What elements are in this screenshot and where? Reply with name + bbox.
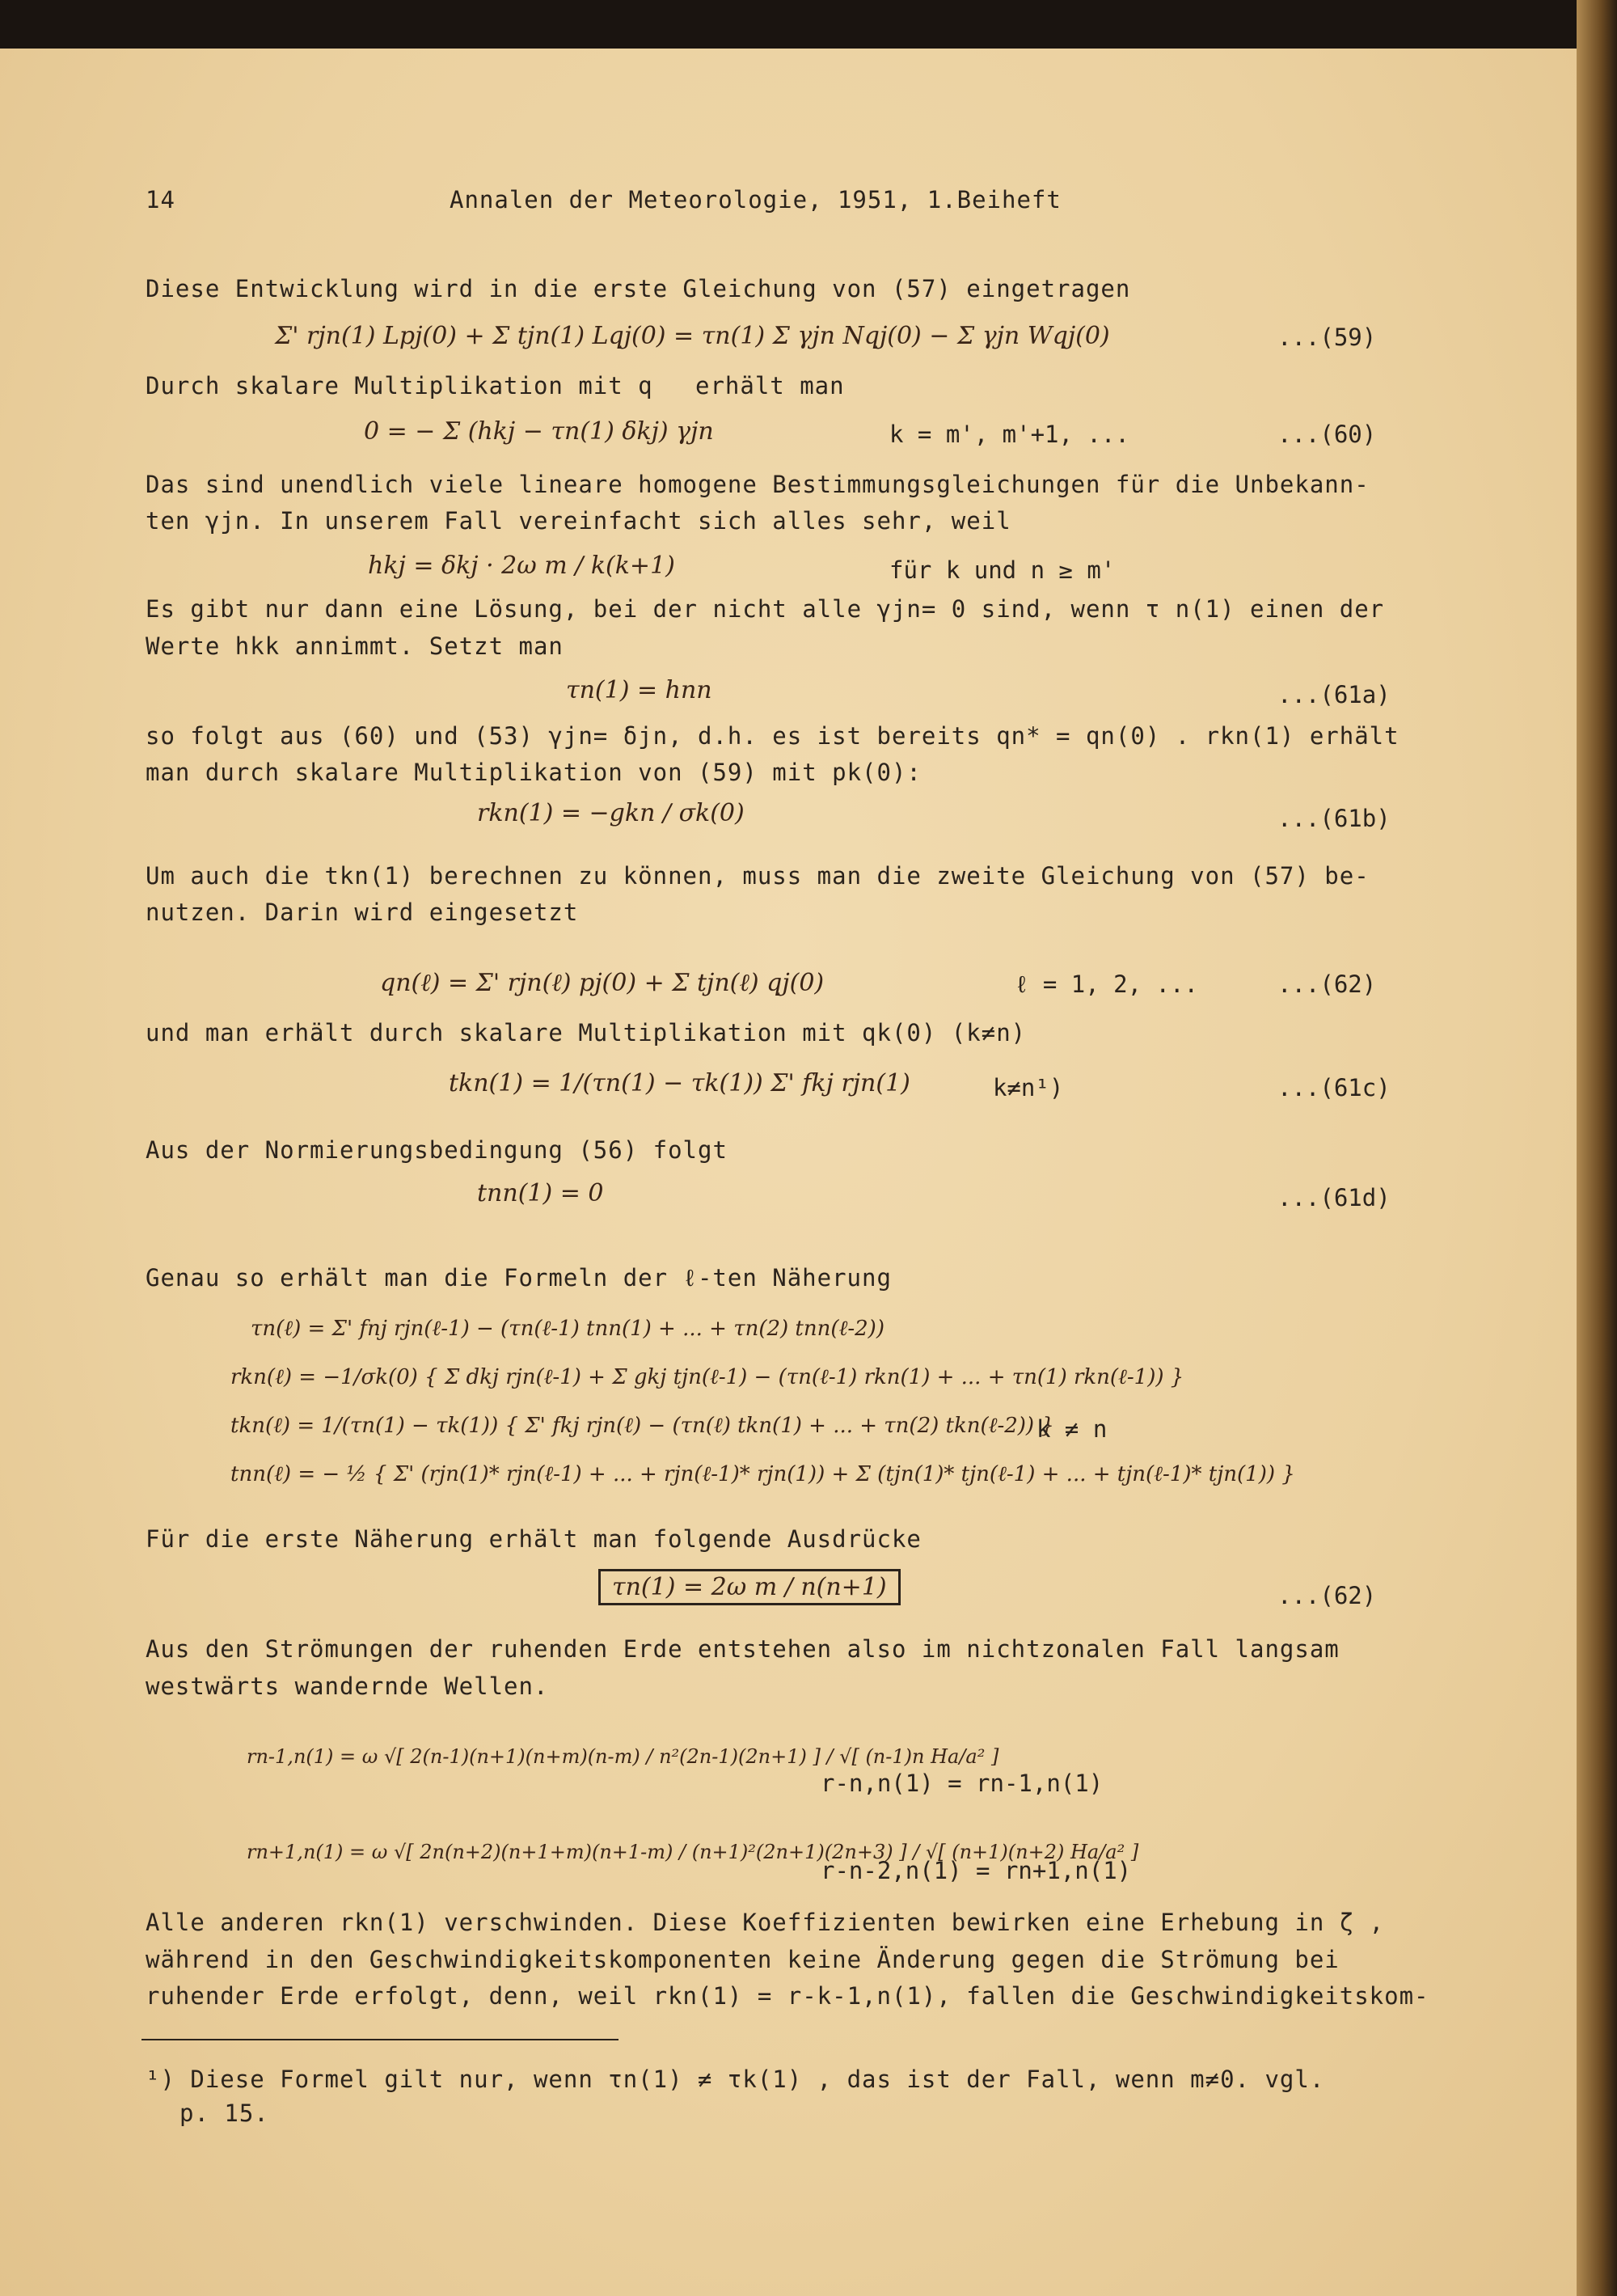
running-title: Annalen der Meteorologie, 1951, 1.Beiheft <box>450 186 1062 214</box>
equation-61a: τn(1) = hnn <box>566 676 712 704</box>
text-line: Genau so erhält man die Formeln der ℓ-ten Näherung <box>146 1264 892 1292</box>
text-line: Für die erste Näherung erhält man folgende Ausdrücke <box>146 1525 922 1553</box>
equation-hkj: hkj = δkj · 2ω m / k(k+1) <box>368 552 675 580</box>
equation-number: ...(60) <box>1277 421 1377 448</box>
equation-approx-r: rkn(ℓ) = −1/σk(0) { Σ dkj rjn(ℓ-1) + Σ gkj tjn(ℓ-1) − (τn(ℓ-1) rkn(1) + ... + τn(1) rkn(ℓ-1)) } <box>230 1365 1184 1389</box>
text-line: Diese Entwicklung wird in die erste Gleichung von (57) eingetragen <box>146 275 1131 302</box>
text-line: Durch skalare Multiplikation mit q <box>146 372 653 400</box>
text-line: ten γjn. In unserem Fall vereinfacht sich alles sehr, weil <box>146 507 1011 535</box>
equation-condition: ℓ = 1, 2, ... <box>1015 970 1198 998</box>
equation-61d: tnn(1) = 0 <box>477 1179 604 1207</box>
equation-approx-tau: τn(ℓ) = Σ' fnj rjn(ℓ-1) − (τn(ℓ-1) tnn(1) + ... + τn(2) tnn(ℓ-2)) <box>251 1317 884 1341</box>
text-line: nutzen. Darin wird eingesetzt <box>146 899 579 926</box>
text-line: Um auch die tkn(1) berechnen zu können, muss man die zweite Gleichung von (57) be- <box>146 862 1370 890</box>
equation-number: ...(62) <box>1277 970 1377 998</box>
text-line: Aus der Normierungsbedingung (56) folgt <box>146 1136 728 1164</box>
equation-61c: tkn(1) = 1/(τn(1) − τk(1)) Σ' fkj rjn(1) <box>449 1069 910 1097</box>
text-line: Werte hkk annimmt. Setzt man <box>146 632 564 660</box>
text-line: Aus den Strömungen der ruhenden Erde entstehen also im nichtzonalen Fall langsam <box>146 1635 1340 1663</box>
page-number: 14 <box>146 186 175 214</box>
text-line: erhält man <box>695 372 845 400</box>
equation-approx-tnn: tnn(ℓ) = − ½ { Σ' (rjn(1)* rjn(ℓ-1) + ... + rjn(ℓ-1)* rjn(1)) + Σ (tjn(1)* tjn(ℓ-1) + ... + tjn(ℓ-1)* tjn(1)) } <box>230 1462 1295 1486</box>
equation-60: 0 = − Σ (hkj − τn(1) δkj) γjn <box>364 417 714 446</box>
text-line: Es gibt nur dann eine Lösung, bei der nicht alle γjn= 0 sind, wenn τ n(1) einen der <box>146 595 1385 623</box>
text-line: und man erhält durch skalare Multiplikation mit qk(0) (k≠n) <box>146 1019 1027 1047</box>
equation-number: ...(62) <box>1277 1582 1377 1609</box>
text-line: Das sind unendlich viele lineare homogene Bestimmungsgleichungen für die Unbekann- <box>146 471 1370 498</box>
footnote-line: p. 15. <box>179 2099 269 2127</box>
equation-62a: qn(ℓ) = Σ' rjn(ℓ) pj(0) + Σ tjn(ℓ) qj(0) <box>380 969 825 997</box>
text-line: Alle anderen rkn(1) verschwinden. Diese Koeffizienten bewirken eine Erhebung in ζ , <box>146 1909 1385 1936</box>
text-line: westwärts wandernde Wellen. <box>146 1672 549 1700</box>
book-spine-edge <box>1577 0 1617 2296</box>
equation-61b: rkn(1) = −gkn / σk(0) <box>477 799 745 827</box>
equation-condition: k ≠ n <box>1036 1415 1108 1443</box>
equation-condition: für k und n ≥ m' <box>889 556 1116 584</box>
text-line: während in den Geschwindigkeitskomponenten keine Änderung gegen die Strömung bei <box>146 1946 1340 1973</box>
equation-62-boxed: τn(1) = 2ω m / n(n+1) <box>598 1569 901 1605</box>
equation-number: ...(59) <box>1277 323 1377 351</box>
equation-59: Σ' rjn(1) Lpj(0) + Σ tjn(1) Lqj(0) = τn(1) Σ γjn Nqj(0) − Σ γjn Wqj(0) <box>275 322 1110 350</box>
equation-number: ...(61b) <box>1277 805 1391 832</box>
equation-r-plus: rn+1,n(1) = ω √[ 2n(n+2)(n+1+m)(n+1-m) / (n+1)²(2n+1)(2n+3) ] / √[ (n+1)(n+2) Ha/a² ] <box>247 1841 1139 1863</box>
text-line: man durch skalare Multiplikation von (59) mit pk(0): <box>146 759 922 786</box>
equation-r-minus: rn-1,n(1) = ω √[ 2(n-1)(n+1)(n+m)(n-m) / n²(2n-1)(2n+1) ] / √[ (n-1)n Ha/a² ] <box>247 1745 999 1768</box>
equation-number: ...(61c) <box>1277 1074 1391 1101</box>
equation-approx-t: tkn(ℓ) = 1/(τn(1) − τk(1)) { Σ' fkj rjn(ℓ) − (τn(ℓ) tkn(1) + ... + τn(2) tkn(ℓ-2)) } <box>230 1414 1054 1438</box>
equation-condition: k≠n¹) <box>993 1074 1064 1101</box>
footnote-line: ¹) Diese Formel gilt nur, wenn τn(1) ≠ τk(1) , das ist der Fall, wenn m≠0. vgl. <box>146 2066 1325 2093</box>
footnote-rule <box>141 2039 619 2040</box>
text-line: so folgt aus (60) und (53) γjn= δjn, d.h. es ist bereits qn* = qn(0) . rkn(1) erhält <box>146 722 1400 750</box>
text-line: ruhender Erde erfolgt, denn, weil rkn(1) = r-k-1,n(1), fallen die Geschwindigkeitskom- <box>146 1982 1429 2010</box>
equation-condition: k = m', m'+1, ... <box>889 421 1129 448</box>
equation-condition: r-n-2,n(1) = rn+1,n(1) <box>821 1857 1132 1884</box>
equation-number: ...(61d) <box>1277 1184 1391 1211</box>
equation-condition: r-n,n(1) = rn-1,n(1) <box>821 1770 1104 1797</box>
equation-number: ...(61a) <box>1277 681 1391 708</box>
document-page <box>0 49 1577 2296</box>
